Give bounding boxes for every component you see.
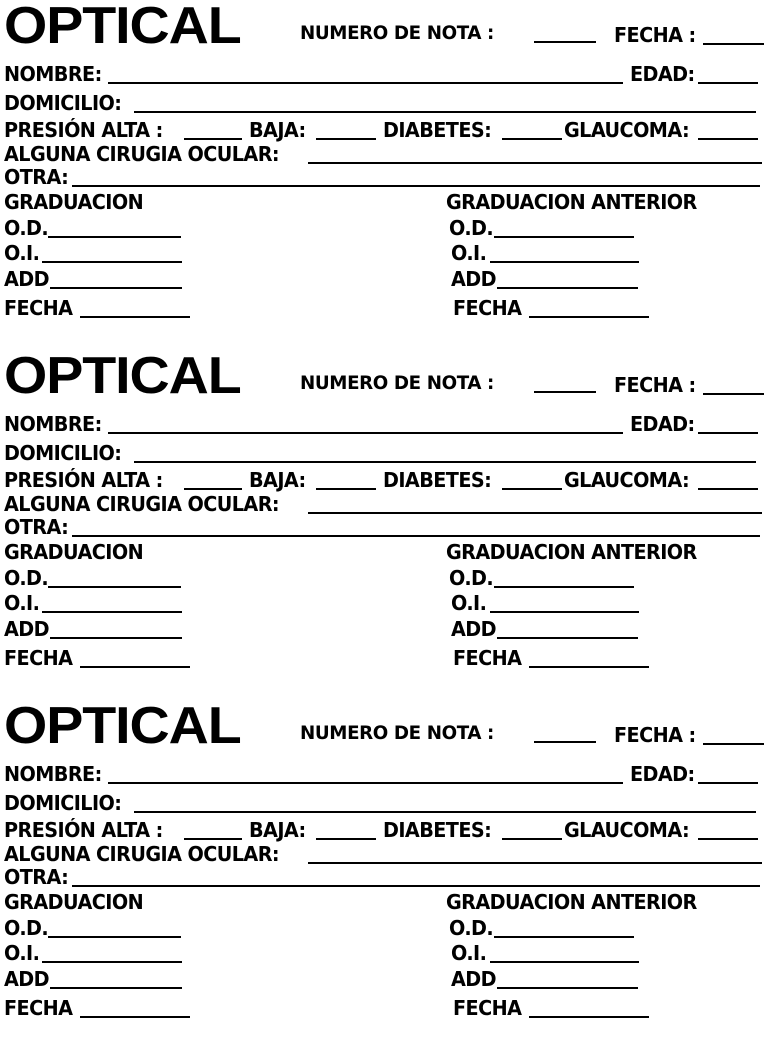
graduacion-anterior-heading: GRADUACION ANTERIOR (446, 890, 697, 914)
graduacion-anterior-heading: GRADUACION ANTERIOR (446, 540, 697, 564)
oi-field[interactable] (42, 961, 182, 963)
add-label: ADD (4, 617, 50, 641)
nota-field[interactable] (534, 391, 596, 393)
diabetes-field[interactable] (502, 838, 562, 840)
cirugia-field[interactable] (308, 512, 762, 514)
edad-label: EDAD: (630, 762, 695, 786)
od-anterior-label: O.D. (449, 216, 494, 240)
baja-field[interactable] (316, 138, 376, 140)
fecha-anterior-label: FECHA (453, 296, 522, 320)
oi-anterior-label: O.I. (451, 941, 487, 965)
graduacion-heading: GRADUACION (4, 890, 144, 914)
presion-alta-field[interactable] (184, 838, 242, 840)
fecha-anterior-label: FECHA (453, 996, 522, 1020)
oi-anterior-label: O.I. (451, 591, 487, 615)
od-anterior-label: O.D. (449, 916, 494, 940)
od-field[interactable] (48, 936, 181, 938)
fecha-graduacion-field[interactable] (80, 1016, 190, 1018)
otra-label: OTRA: (4, 165, 69, 189)
oi-field[interactable] (42, 611, 182, 613)
glaucoma-field[interactable] (698, 488, 758, 490)
add-label: ADD (4, 267, 50, 291)
add-anterior-field[interactable] (497, 287, 638, 289)
domicilio-field[interactable] (134, 811, 756, 813)
fecha-graduacion-label: FECHA (4, 296, 73, 320)
nombre-field[interactable] (108, 82, 623, 84)
glaucoma-label: GLAUCOMA: (564, 818, 690, 842)
edad-label: EDAD: (630, 62, 695, 86)
domicilio-field[interactable] (134, 111, 756, 113)
oi-label: O.I. (4, 941, 40, 965)
optical-form (0, 0, 768, 340)
domicilio-label: DOMICILIO: (4, 91, 122, 115)
nota-label: NUMERO DE NOTA : (300, 722, 494, 744)
nota-field[interactable] (534, 741, 596, 743)
fecha-label: FECHA : (614, 23, 696, 47)
baja-label: BAJA: (249, 468, 306, 492)
oi-anterior-field[interactable] (490, 961, 639, 963)
od-label: O.D. (4, 566, 49, 590)
baja-label: BAJA: (249, 118, 306, 142)
od-label: O.D. (4, 916, 49, 940)
fecha-field[interactable] (703, 743, 764, 745)
add-anterior-field[interactable] (497, 987, 638, 989)
presion-alta-field[interactable] (184, 488, 242, 490)
nombre-label: NOMBRE: (4, 762, 102, 786)
edad-field[interactable] (698, 82, 758, 84)
presion-alta-field[interactable] (184, 138, 242, 140)
od-field[interactable] (48, 586, 181, 588)
nota-field[interactable] (534, 41, 596, 43)
add-field[interactable] (50, 987, 182, 989)
edad-field[interactable] (698, 782, 758, 784)
nota-label: NUMERO DE NOTA : (300, 22, 494, 44)
form-title: OPTICAL (4, 347, 241, 405)
diabetes-label: DIABETES: (383, 468, 492, 492)
nombre-field[interactable] (108, 432, 623, 434)
diabetes-label: DIABETES: (383, 818, 492, 842)
otra-field[interactable] (72, 535, 760, 537)
cirugia-field[interactable] (308, 862, 762, 864)
optical-form (0, 697, 768, 1040)
presion-alta-label: PRESIÓN ALTA : (4, 118, 163, 142)
add-anterior-label: ADD (451, 617, 497, 641)
add-anterior-label: ADD (451, 967, 497, 991)
add-anterior-label: ADD (451, 267, 497, 291)
diabetes-label: DIABETES: (383, 118, 492, 142)
od-anterior-label: O.D. (449, 566, 494, 590)
nota-label: NUMERO DE NOTA : (300, 372, 494, 394)
form-title: OPTICAL (4, 0, 241, 55)
fecha-anterior-field[interactable] (529, 1016, 649, 1018)
otra-label: OTRA: (4, 515, 69, 539)
cirugia-label: ALGUNA CIRUGIA OCULAR: (4, 842, 280, 866)
edad-field[interactable] (698, 432, 758, 434)
nombre-label: NOMBRE: (4, 62, 102, 86)
form-title: OPTICAL (4, 697, 241, 755)
cirugia-field[interactable] (308, 162, 762, 164)
edad-label: EDAD: (630, 412, 695, 436)
fecha-anterior-field[interactable] (529, 316, 649, 318)
oi-anterior-field[interactable] (490, 261, 639, 263)
od-label: O.D. (4, 216, 49, 240)
cirugia-label: ALGUNA CIRUGIA OCULAR: (4, 142, 280, 166)
fecha-graduacion-label: FECHA (4, 996, 73, 1020)
od-anterior-field[interactable] (494, 586, 634, 588)
od-anterior-field[interactable] (494, 236, 634, 238)
fecha-graduacion-field[interactable] (80, 316, 190, 318)
baja-field[interactable] (316, 838, 376, 840)
fecha-field[interactable] (703, 393, 764, 395)
graduacion-heading: GRADUACION (4, 190, 144, 214)
presion-alta-label: PRESIÓN ALTA : (4, 818, 163, 842)
od-field[interactable] (48, 236, 181, 238)
diabetes-field[interactable] (502, 488, 562, 490)
baja-label: BAJA: (249, 818, 306, 842)
domicilio-field[interactable] (134, 461, 756, 463)
optical-form (0, 347, 768, 690)
oi-anterior-label: O.I. (451, 241, 487, 265)
presion-alta-label: PRESIÓN ALTA : (4, 468, 163, 492)
glaucoma-label: GLAUCOMA: (564, 468, 690, 492)
domicilio-label: DOMICILIO: (4, 441, 122, 465)
add-field[interactable] (50, 637, 182, 639)
fecha-graduacion-field[interactable] (80, 666, 190, 668)
add-label: ADD (4, 967, 50, 991)
graduacion-heading: GRADUACION (4, 540, 144, 564)
oi-label: O.I. (4, 241, 40, 265)
glaucoma-field[interactable] (698, 838, 758, 840)
baja-field[interactable] (316, 488, 376, 490)
fecha-graduacion-label: FECHA (4, 646, 73, 670)
fecha-anterior-field[interactable] (529, 666, 649, 668)
graduacion-anterior-heading: GRADUACION ANTERIOR (446, 190, 697, 214)
nombre-label: NOMBRE: (4, 412, 102, 436)
fecha-anterior-label: FECHA (453, 646, 522, 670)
otra-label: OTRA: (4, 865, 69, 889)
cirugia-label: ALGUNA CIRUGIA OCULAR: (4, 492, 280, 516)
oi-label: O.I. (4, 591, 40, 615)
nombre-field[interactable] (108, 782, 623, 784)
add-field[interactable] (50, 287, 182, 289)
oi-anterior-field[interactable] (490, 611, 639, 613)
otra-field[interactable] (72, 885, 760, 887)
domicilio-label: DOMICILIO: (4, 791, 122, 815)
oi-field[interactable] (42, 261, 182, 263)
fecha-label: FECHA : (614, 373, 696, 397)
diabetes-field[interactable] (502, 138, 562, 140)
otra-field[interactable] (72, 185, 760, 187)
fecha-label: FECHA : (614, 723, 696, 747)
glaucoma-label: GLAUCOMA: (564, 118, 690, 142)
glaucoma-field[interactable] (698, 138, 758, 140)
fecha-field[interactable] (703, 43, 764, 45)
od-anterior-field[interactable] (494, 936, 634, 938)
add-anterior-field[interactable] (497, 637, 638, 639)
